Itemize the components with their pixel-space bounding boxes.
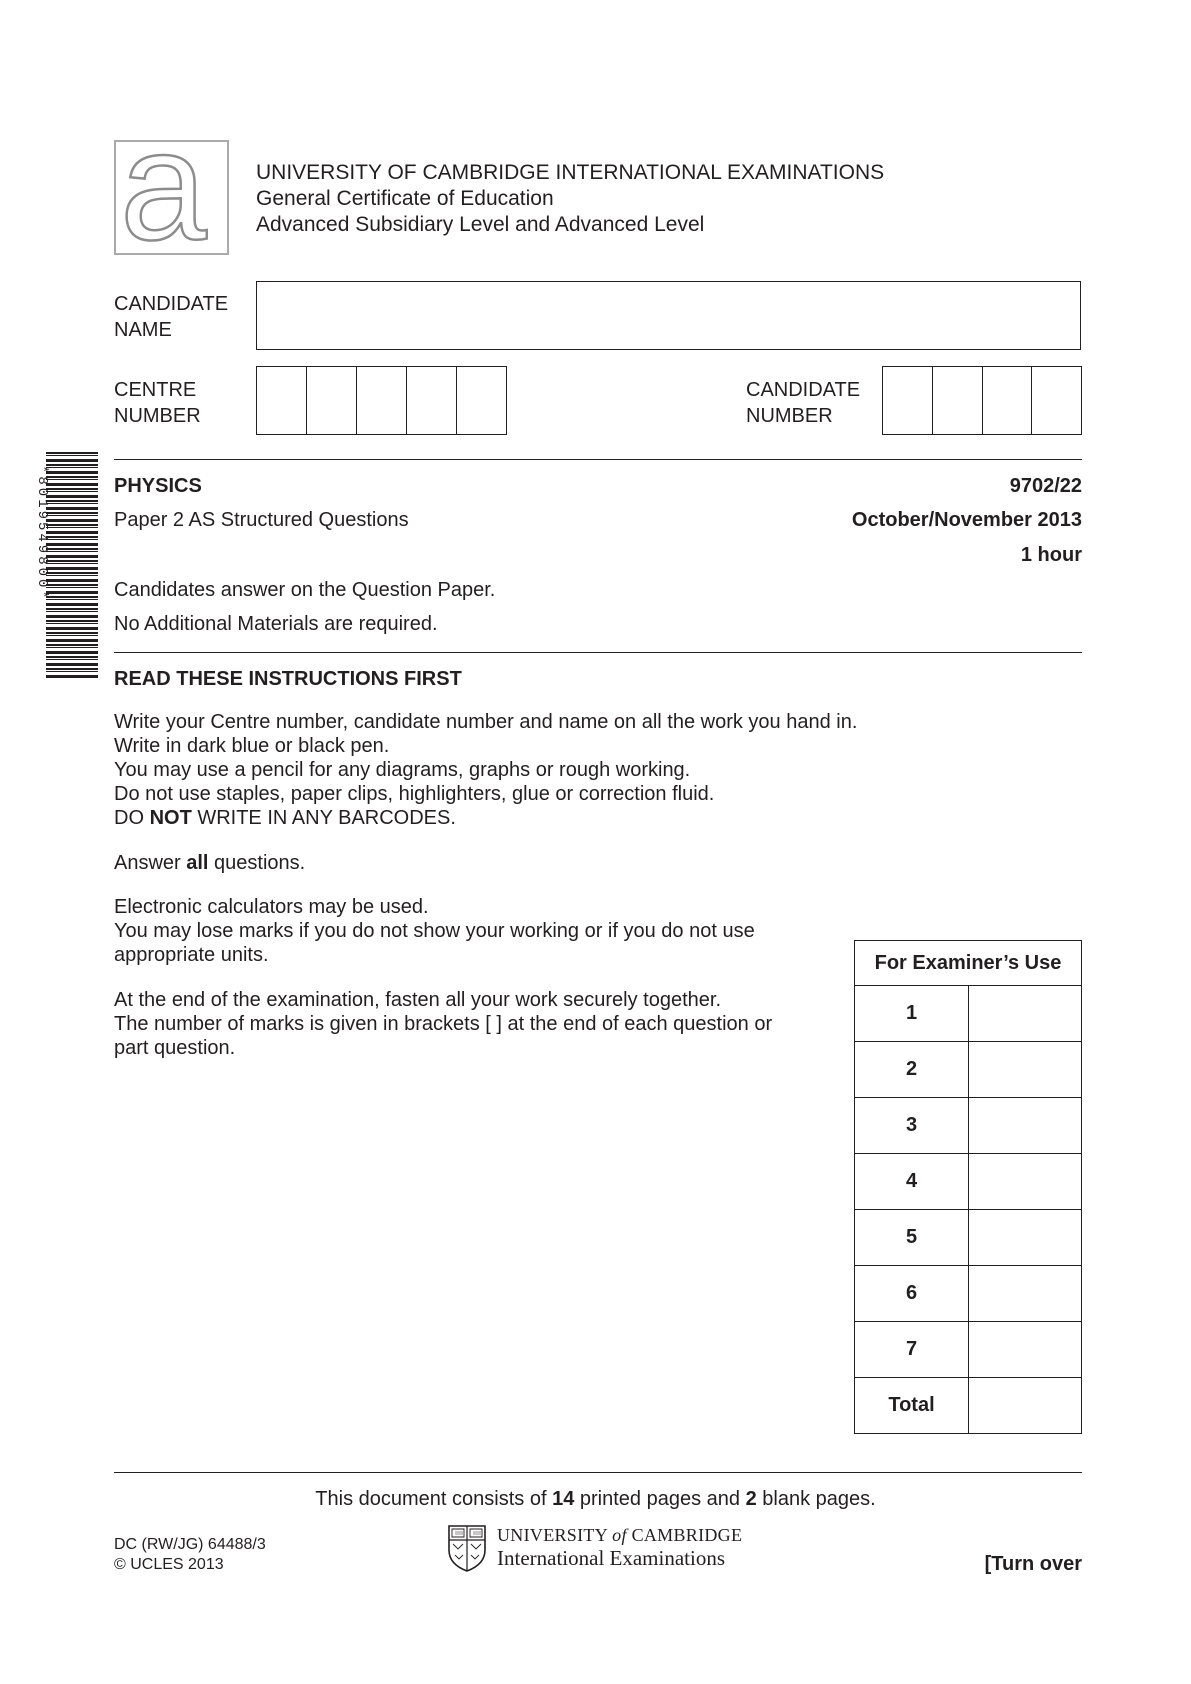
mark-cell[interactable] — [969, 1154, 1082, 1210]
table-row — [855, 1154, 1082, 1210]
examiners-use-table — [854, 940, 1082, 1434]
ucie-university: UNIVERSITY — [497, 1525, 608, 1545]
instructions-heading: READ THESE INSTRUCTIONS FIRST — [114, 668, 462, 690]
table-row — [855, 1210, 1082, 1266]
blank-pages-count: 2 — [745, 1488, 757, 1510]
centre-number-label-2: NUMBER — [114, 405, 201, 427]
question-number: 7 — [855, 1322, 969, 1378]
instruction-line: At the end of the examination, fasten all your work securely together. — [114, 989, 722, 1011]
instruction-line: The number of marks is given in brackets [ ] at the end of each question or — [114, 1013, 773, 1035]
centre-number-cell[interactable] — [406, 367, 456, 434]
paper-title: Paper 2 AS Structured Questions — [114, 509, 409, 531]
question-number: 3 — [855, 1098, 969, 1154]
instruction-line: appropriate units. — [114, 944, 269, 966]
materials-line-1: Candidates answer on the Question Paper. — [114, 579, 496, 601]
ucie-wordmark-line-2: International Examinations — [497, 1546, 726, 1570]
divider — [114, 1472, 1082, 1473]
candidate-number-cell[interactable] — [932, 367, 982, 434]
paper-code: 9702/22 — [1009, 475, 1082, 497]
centre-number-boxes[interactable] — [256, 366, 507, 435]
logo-letter: a — [120, 140, 207, 255]
questions-text: questions. — [208, 852, 306, 874]
mark-cell[interactable] — [969, 986, 1082, 1042]
candidate-number-boxes[interactable] — [882, 366, 1082, 435]
answer-text: Answer — [114, 852, 187, 874]
instruction-line: Write your Centre number, candidate number and name on all the work you hand in. — [114, 711, 858, 733]
centre-number-cell[interactable] — [356, 367, 406, 434]
cambridge-a-logo — [114, 140, 229, 255]
do-text: DO — [114, 807, 150, 829]
instruction-line: part question. — [114, 1037, 236, 1059]
candidate-number-cell[interactable] — [883, 367, 932, 434]
all-emphasis: all — [186, 852, 209, 874]
candidate-name-label-2: NAME — [114, 319, 172, 341]
header-line-1: UNIVERSITY OF CAMBRIDGE INTERNATIONAL EXAMINATIONS — [256, 161, 885, 184]
header-line-3: Advanced Subsidiary Level and Advanced Level — [256, 213, 705, 236]
table-row — [855, 1266, 1082, 1322]
table-row — [855, 1098, 1082, 1154]
candidate-name-box[interactable] — [256, 281, 1081, 350]
question-number: 4 — [855, 1154, 969, 1210]
cambridge-crest-icon — [447, 1524, 487, 1572]
page-count-note — [0, 1487, 1191, 1511]
mark-cell[interactable] — [969, 1266, 1082, 1322]
candidate-number-cell[interactable] — [1031, 367, 1081, 434]
mark-cell[interactable] — [969, 1210, 1082, 1266]
exam-duration: 1 hour — [1020, 544, 1082, 566]
instruction-line: You may use a pencil for any diagrams, graphs or rough working. — [114, 759, 691, 781]
total-label: Total — [855, 1378, 969, 1434]
ucie-cambridge: CAMBRIDGE — [631, 1525, 743, 1545]
divider — [114, 652, 1082, 653]
page-count-text: This document consists of — [315, 1488, 553, 1510]
subject-title: PHYSICS — [114, 475, 202, 497]
barcode — [46, 452, 98, 678]
turn-over: [Turn over — [984, 1553, 1082, 1575]
instruction-line: You may lose marks if you do not show your working or if you do not use — [114, 920, 755, 942]
centre-number-cell[interactable] — [456, 367, 506, 434]
instruction-line-answer — [114, 851, 305, 875]
instruction-line: Do not use staples, paper clips, highlighters, glue or correction fluid. — [114, 783, 715, 805]
header-line-2: General Certificate of Education — [256, 187, 554, 210]
instruction-line: Write in dark blue or black pen. — [114, 735, 390, 757]
mark-cell[interactable] — [969, 1098, 1082, 1154]
examiners-use-header: For Examiner’s Use — [855, 941, 1082, 986]
ucie-wordmark-line-1 — [497, 1525, 742, 1546]
copyright: © UCLES 2013 — [114, 1556, 224, 1573]
page-count-text: blank pages. — [756, 1488, 876, 1510]
table-row — [855, 1042, 1082, 1098]
instruction-line: Electronic calculators may be used. — [114, 896, 429, 918]
table-row — [855, 1378, 1082, 1434]
candidate-number-label-1: CANDIDATE — [746, 379, 861, 401]
table-row — [855, 986, 1082, 1042]
not-emphasis: NOT — [149, 807, 192, 829]
centre-number-cell[interactable] — [306, 367, 356, 434]
divider — [114, 459, 1082, 460]
total-mark-cell[interactable] — [969, 1378, 1082, 1434]
question-number: 5 — [855, 1210, 969, 1266]
barcodes-text: WRITE IN ANY BARCODES. — [191, 807, 456, 829]
question-number: 2 — [855, 1042, 969, 1098]
materials-line-2: No Additional Materials are required. — [114, 613, 438, 635]
exam-session: October/November 2013 — [851, 509, 1082, 531]
question-number: 6 — [855, 1266, 969, 1322]
instruction-line-barcodes — [114, 806, 456, 830]
centre-number-cell[interactable] — [257, 367, 306, 434]
centre-number-label-1: CENTRE — [114, 379, 197, 401]
barcode-text: *8019549800* — [34, 465, 50, 602]
candidate-number-label-2: NUMBER — [746, 405, 833, 427]
mark-cell[interactable] — [969, 1322, 1082, 1378]
table-row — [855, 1322, 1082, 1378]
document-reference: DC (RW/JG) 64488/3 — [114, 1536, 266, 1553]
mark-cell[interactable] — [969, 1042, 1082, 1098]
ucie-of: of — [612, 1525, 627, 1545]
page-count-text: printed pages and — [574, 1488, 746, 1510]
printed-pages-count: 14 — [552, 1488, 575, 1510]
question-number: 1 — [855, 986, 969, 1042]
candidate-name-label-1: CANDIDATE — [114, 293, 229, 315]
candidate-number-cell[interactable] — [982, 367, 1032, 434]
